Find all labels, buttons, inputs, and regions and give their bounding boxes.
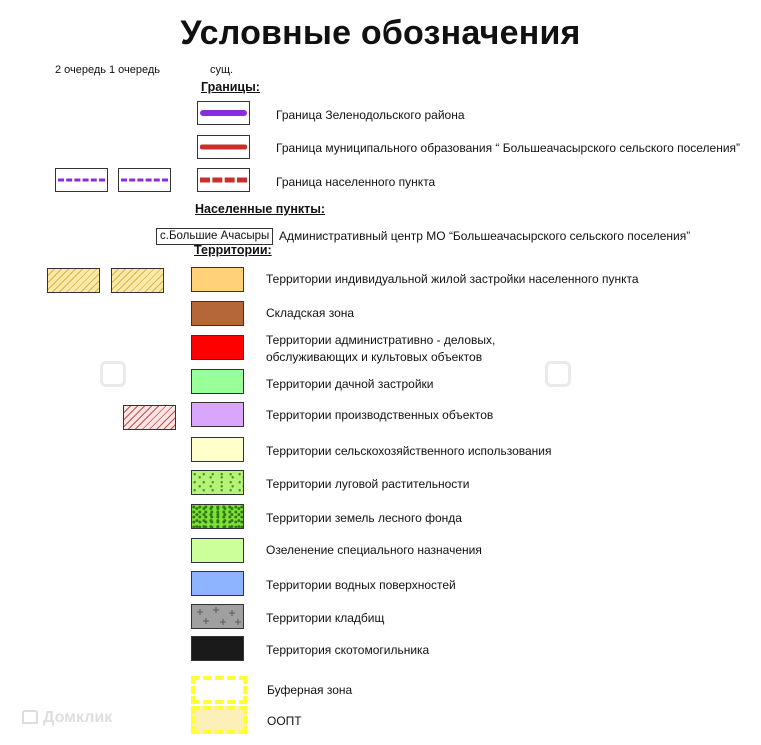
legend-label-municipal-border: Граница муниципального образования “ Большеачасырского сельского поселения” [276,141,741,155]
column-header-queue2: 2 очередь [55,64,107,76]
legend-swatch-housing-queue2 [47,268,100,293]
legend-swatch-district-border [197,101,250,125]
legend-label-individual-housing: Территории индивидуальной жилой застройки населенного пункта [266,272,639,286]
legend-label-meadow: Территории луговой растительности [266,477,470,491]
legend-label-cemetery: Территории кладбищ [266,611,385,625]
watermark-logo-icon [545,361,571,387]
legend-label-district-border: Граница Зеленодольского района [276,108,465,122]
section-heading-settlements: Населенные пункты: [195,202,326,216]
legend-swatch-buffer-zone [191,676,247,704]
home-icon [22,710,38,724]
legend-label-buffer-zone: Буферная зона [267,683,353,697]
legend-label-dacha: Территории дачной застройки [266,377,434,391]
legend-label-administrative-line2: обслуживающих и культовых объектов [266,350,483,364]
legend-swatch-industrial-queue1 [123,405,176,430]
legend-swatch-industrial [191,402,244,427]
legend-label-water: Территории водных поверхностей [266,578,456,592]
page-title: Условные обозначения [180,14,581,52]
legend-swatch-cattle-burial [191,636,244,661]
legend-label-special-greenery: Озеленение специального назначения [266,543,482,557]
legend-swatch-agricultural [191,437,244,462]
column-header-existing: сущ. [210,64,234,76]
legend-swatch-forest [191,504,244,529]
legend-label-forest: Территории земель лесного фонда [266,511,462,525]
legend-label-administrative-line1: Территории административно - деловых, [266,333,496,347]
legend-swatch-individual-housing [191,267,244,292]
legend-swatch-settlement-border-existing [197,168,250,192]
legend-swatch-dacha [191,369,244,394]
legend-swatch-settlement-border-queue2 [55,168,108,192]
legend-label-admin-center: Административный центр МО “Большеачасырского сельского поселения” [279,229,691,243]
legend-label-protected-area: ООПТ [267,714,302,728]
district-border-line [200,110,247,116]
legend-swatch-administrative [191,335,244,360]
legend-swatch-water [191,571,244,596]
settlement-border-existing-line [200,178,247,183]
settlement-border-planned-line [58,179,105,182]
legend-label-settlement-border: Граница населенного пункта [276,175,436,189]
legend-swatch-municipal-border [197,135,250,159]
legend-label-industrial: Территории производственных объектов [266,408,494,422]
legend-swatch-cemetery [191,604,244,629]
legend-swatch-meadow [191,470,244,495]
municipal-border-line [200,145,247,150]
watermark-brand: Домклик [43,709,113,726]
legend-swatch-housing-queue1 [111,268,164,293]
legend-label-warehouse-zone: Складская зона [266,306,355,320]
legend-swatch-settlement-border-queue1 [118,168,171,192]
legend-swatch-warehouse-zone [191,301,244,326]
legend-swatch-protected-area [191,706,247,734]
section-heading-territories: Территории: [194,243,272,257]
column-header-queue1: 1 очередь [109,64,161,76]
settlement-name-box: с.Большие Ачасыры [156,228,273,245]
legend-swatch-special-greenery [191,538,244,563]
watermark-logo-icon [100,361,126,387]
cemetery-cross-pattern [192,605,243,628]
settlement-border-planned-line [121,179,168,182]
section-heading-borders: Границы: [201,80,260,94]
legend-label-agricultural: Территории сельскохозяйственного использования [266,444,552,458]
legend-label-cattle-burial: Территория скотомогильника [266,643,430,657]
